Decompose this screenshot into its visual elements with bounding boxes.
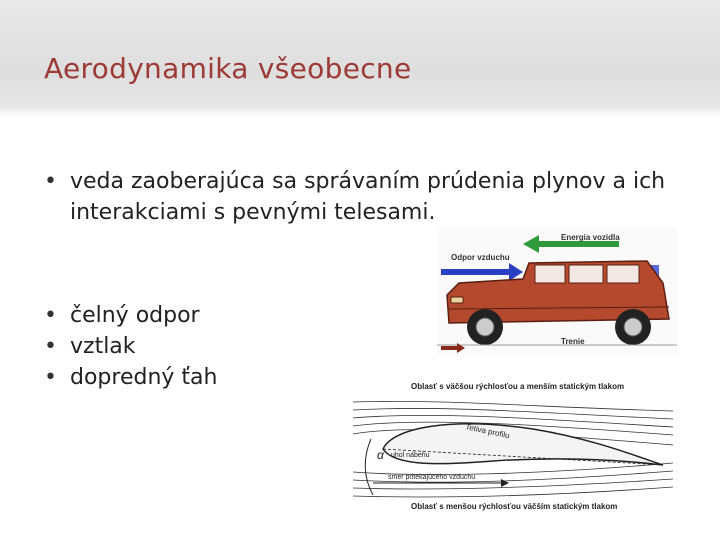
car-forces-figure	[437, 227, 677, 355]
bullet-lift: • vztlak	[44, 331, 694, 362]
angle-arc	[365, 439, 373, 495]
angle-label: uhol nábehu	[391, 452, 430, 459]
friction-label: Trenie	[561, 337, 585, 346]
drag-label: Odpor vzduchu	[451, 253, 510, 262]
bullet-thrust: • dopredný ťah	[44, 362, 694, 393]
bullet-drag: • čelný odpor	[44, 300, 694, 331]
angle-symbol: α	[377, 448, 384, 462]
chord-label: Tetiva profilu	[464, 422, 511, 441]
bullet-definition: • veda zaoberajúca sa správaním prúdenia plynov a ich interakciami s pevnými telesami.	[44, 166, 694, 228]
airfoil-figure	[333, 377, 693, 515]
rear-wheel	[615, 309, 651, 345]
airfoil-bottom-label: Oblasť s menšou rýchlosťou väčším statickým tlakom	[411, 502, 618, 511]
flow-label: smer pritekajúceho vzduchu	[388, 474, 476, 481]
drag-arrow	[441, 263, 523, 281]
airfoil-top-label: Oblasť s väčšou rýchlosťou a menším statickým tlakom	[411, 382, 625, 391]
slide-title: Aerodynamika všeobecne	[44, 52, 412, 85]
main-bullet-list	[44, 166, 694, 228]
energy-label: Energia vozidla	[561, 233, 620, 242]
front-wheel	[467, 309, 503, 345]
